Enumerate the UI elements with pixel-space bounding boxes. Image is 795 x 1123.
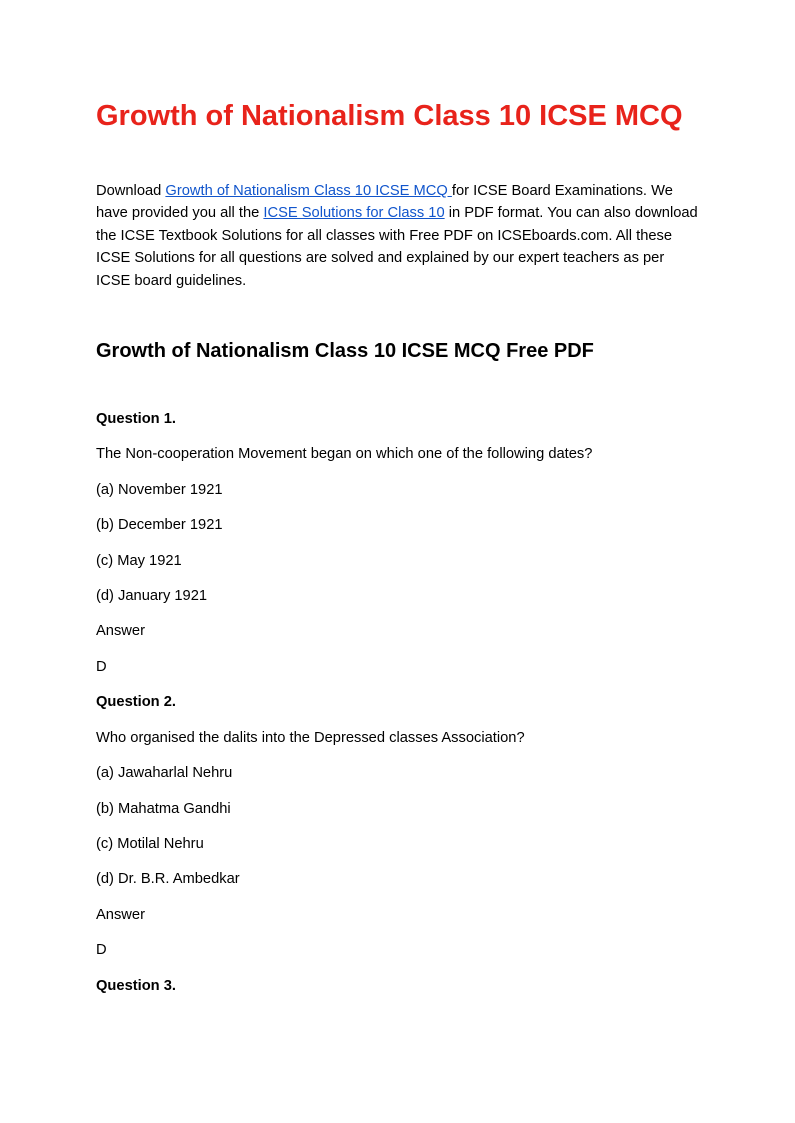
option-a: (a) Jawaharlal Nehru bbox=[96, 765, 233, 782]
answer-value: D bbox=[96, 942, 107, 959]
option-d: (d) Dr. B.R. Ambedkar bbox=[96, 871, 240, 888]
option-b: (b) December 1921 bbox=[96, 517, 223, 534]
option-a: (a) November 1921 bbox=[96, 481, 223, 498]
link-icse-solutions-class-10[interactable]: ICSE Solutions for Class 10 bbox=[263, 205, 445, 222]
document-content bbox=[0, 99, 795, 997]
answer-label: Answer bbox=[96, 623, 145, 640]
option-b: (b) Mahatma Gandhi bbox=[96, 800, 231, 817]
page-title: Growth of Nationalism Class 10 ICSE MCQ bbox=[96, 100, 683, 132]
mcq-list bbox=[96, 408, 699, 997]
option-d: (d) January 1921 bbox=[96, 588, 208, 605]
intro-text-3: in PDF format. You can also download the ICSE Textbook Solutions for all classes with Free PDF on ICSEboards.com. All these ICSE Solutions for all questions are solved and explained by our expert teachers as per ICSE board guidelines. bbox=[96, 205, 698, 289]
link-growth-of-nationalism-mcq[interactable]: Growth of Nationalism Class 10 ICSE MCQ bbox=[165, 183, 452, 199]
question-text: The Non-cooperation Movement began on which one of the following dates? bbox=[96, 446, 593, 463]
question-text: Who organised the dalits into the Depressed classes Association? bbox=[96, 729, 525, 746]
question-block-1 bbox=[96, 408, 699, 678]
intro-text-1: Download bbox=[96, 183, 166, 199]
section-heading: Growth of Nationalism Class 10 ICSE MCQ Free PDF bbox=[96, 340, 594, 363]
question-label: Question 1. bbox=[96, 411, 176, 428]
intro-paragraph bbox=[96, 180, 699, 292]
question-label: Question 3. bbox=[96, 977, 176, 994]
answer-label: Answer bbox=[96, 906, 145, 923]
question-block-2 bbox=[96, 691, 699, 961]
option-c: (c) Motilal Nehru bbox=[96, 835, 204, 852]
option-c: (c) May 1921 bbox=[96, 552, 182, 569]
question-label: Question 2. bbox=[96, 694, 176, 711]
answer-value: D bbox=[96, 658, 107, 675]
question-block-3 bbox=[96, 975, 699, 997]
intro-text-2: for ICSE Board Examinations. We have provided you all the bbox=[96, 183, 673, 222]
